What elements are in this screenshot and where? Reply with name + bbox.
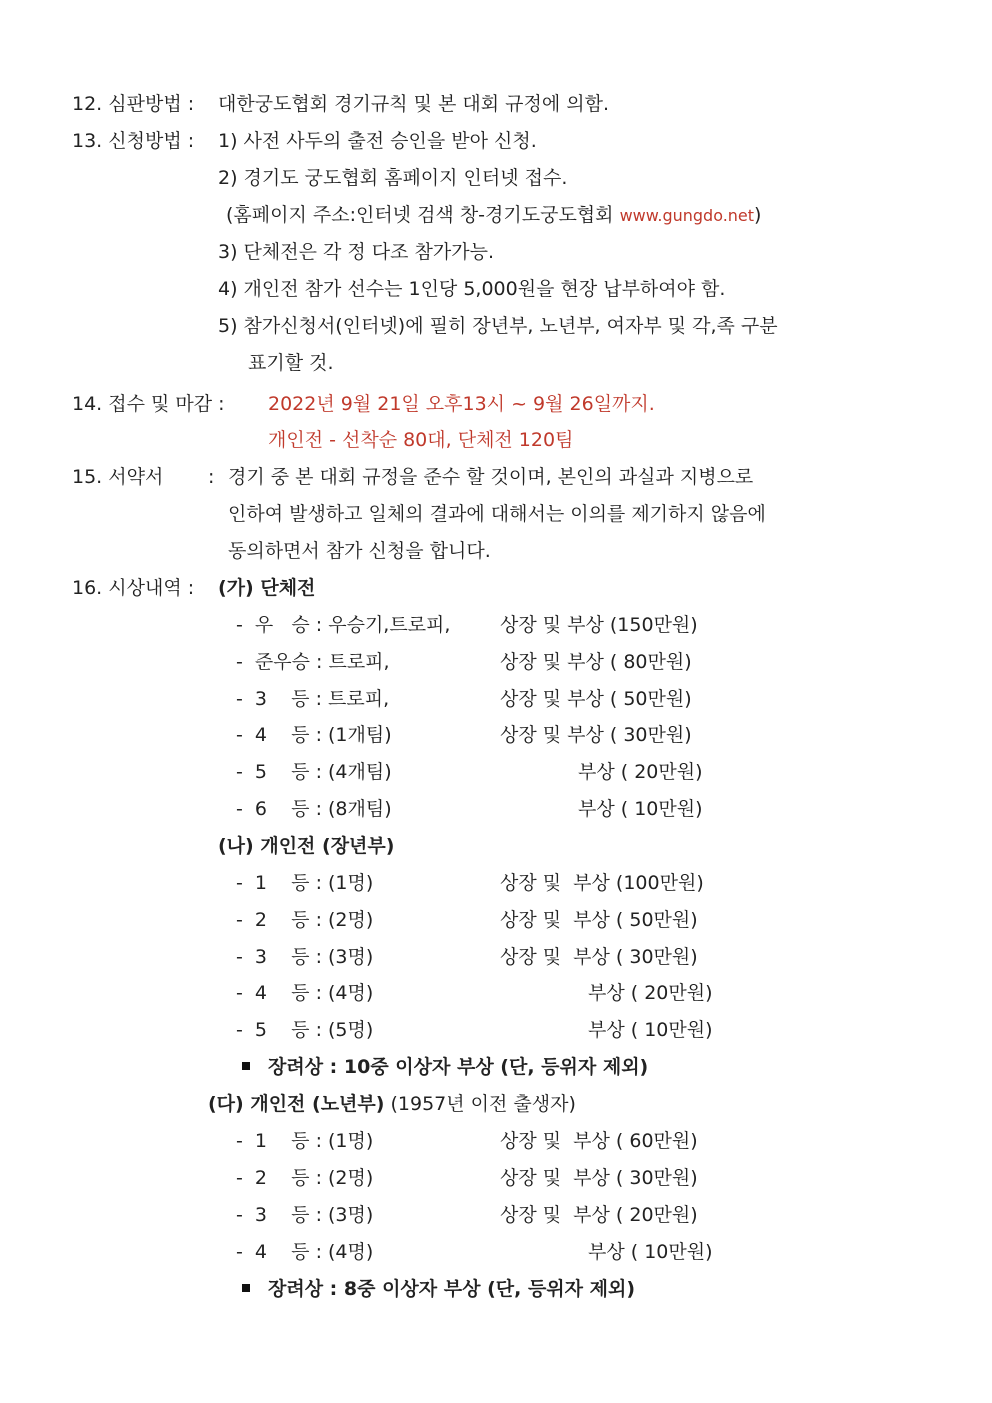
- bullet-square-icon: [242, 1284, 250, 1292]
- homepage-url[interactable]: www.gungdo.net: [619, 206, 755, 225]
- section-15-line-3: 동의하면서 참가 신청을 합니다.: [228, 540, 491, 562]
- senior-row-prize: 부상 ( 10만원): [588, 1241, 713, 1263]
- adult-row-rank: - 4 등 : (4명): [236, 982, 374, 1004]
- team-row-rank: - 4 등 : (1개팀): [236, 724, 392, 746]
- team-row-prize: 상장 및 부상 ( 50만원): [500, 688, 692, 710]
- adult-row-rank: - 5 등 : (5명): [236, 1019, 374, 1041]
- senior-row-rank: - 1 등 : (1명): [236, 1130, 374, 1152]
- team-row-rank: - 5 등 : (4개팀): [236, 761, 392, 783]
- section-14-quota: 개인전 - 선착순 80대, 단체전 120팀: [268, 429, 574, 451]
- senior-row-prize: 상장 및 부상 ( 60만원): [500, 1130, 698, 1152]
- team-row-rank: - 3 등 : 트로피,: [236, 688, 390, 710]
- senior-row-rank: - 3 등 : (3명): [236, 1204, 374, 1226]
- section-13-item-5: 5) 참가신청서(인터넷)에 필히 장년부, 노년부, 여자부 및 각,족 구분: [218, 315, 778, 337]
- section-15-line-1: 경기 중 본 대회 규정을 준수 할 것이며, 본인의 과실과 지병으로: [228, 466, 754, 488]
- senior-encourage-text: 장려상 : 8중 이상자 부상 (단, 등위자 제외): [268, 1278, 636, 1300]
- senior-row-rank: - 2 등 : (2명): [236, 1167, 374, 1189]
- team-row-prize: 부상 ( 20만원): [578, 761, 703, 783]
- section-16-label: 16. 시상내역 :: [72, 577, 195, 599]
- section-13-label: 13. 신청방법 :: [72, 130, 195, 152]
- section-13-item-4: 4) 개인전 참가 선수는 1인당 5,000원을 현장 납부하여야 함.: [218, 278, 726, 300]
- senior-row-prize: 상장 및 부상 ( 30만원): [500, 1167, 698, 1189]
- team-title: (가) 단체전: [218, 577, 316, 599]
- senior-title-line: [208, 1092, 576, 1116]
- adult-row-prize: 상장 및 부상 (100만원): [500, 872, 704, 894]
- team-row-prize: 상장 및 부상 ( 30만원): [500, 724, 692, 746]
- team-row-rank: - 준우승 : 트로피,: [236, 651, 390, 673]
- senior-row-prize: 상장 및 부상 ( 20만원): [500, 1204, 698, 1226]
- team-row-prize: 상장 및 부상 ( 80만원): [500, 651, 692, 673]
- adult-row-rank: - 1 등 : (1명): [236, 872, 374, 894]
- adult-row-prize: 상장 및 부상 ( 50만원): [500, 909, 698, 931]
- team-row-prize: 상장 및 부상 (150만원): [500, 614, 698, 636]
- section-15-line-2: 인하여 발생하고 일체의 결과에 대해서는 이의를 제기하지 않음에: [228, 503, 766, 525]
- homepage-prefix: (홈페이지 주소:인터넷 검색 창-경기도궁도협회: [226, 204, 614, 226]
- bullet-square-icon: [242, 1062, 250, 1070]
- adult-encourage-text: 장려상 : 10중 이상자 부상 (단, 등위자 제외): [268, 1056, 649, 1078]
- section-13-item-1: 1) 사전 사두의 출전 승인을 받아 신청.: [218, 130, 537, 152]
- section-13-item-2: 2) 경기도 궁도협회 홈페이지 인터넷 접수.: [218, 167, 568, 189]
- adult-title: (나) 개인전 (장년부): [218, 835, 395, 857]
- section-14-label: 14. 접수 및 마감 :: [72, 393, 225, 415]
- section-14-period: 2022년 9월 21일 오후13시 ~ 9월 26일까지.: [268, 393, 655, 415]
- section-12-text: 대한궁도협회 경기규칙 및 본 대회 규정에 의함.: [218, 93, 610, 115]
- adult-row-prize: 상장 및 부상 ( 30만원): [500, 946, 698, 968]
- senior-encourage: [242, 1277, 635, 1301]
- senior-title: (다) 개인전 (노년부): [208, 1093, 385, 1115]
- team-row-rank: - 6 등 : (8개팀): [236, 798, 392, 820]
- section-15-colon: :: [208, 466, 215, 488]
- section-13-item-3: 3) 단체전은 각 정 다조 참가가능.: [218, 241, 494, 263]
- adult-row-prize: 부상 ( 20만원): [588, 982, 713, 1004]
- adult-row-prize: 부상 ( 10만원): [588, 1019, 713, 1041]
- section-15-label: 15. 서약서: [72, 466, 164, 488]
- team-row-prize: 부상 ( 10만원): [578, 798, 703, 820]
- homepage-suffix: ): [754, 204, 762, 226]
- team-row-rank: - 우 승 : 우승기,트로피,: [236, 614, 451, 636]
- adult-row-rank: - 3 등 : (3명): [236, 946, 374, 968]
- adult-row-rank: - 2 등 : (2명): [236, 909, 374, 931]
- adult-encourage: [242, 1055, 648, 1079]
- section-12-label: 12. 심판방법 :: [72, 93, 195, 115]
- section-13-item-5-cont: 표기할 것.: [248, 352, 334, 374]
- senior-row-rank: - 4 등 : (4명): [236, 1241, 374, 1263]
- section-13-homepage: [226, 203, 761, 227]
- senior-note: (1957년 이전 출생자): [390, 1093, 576, 1115]
